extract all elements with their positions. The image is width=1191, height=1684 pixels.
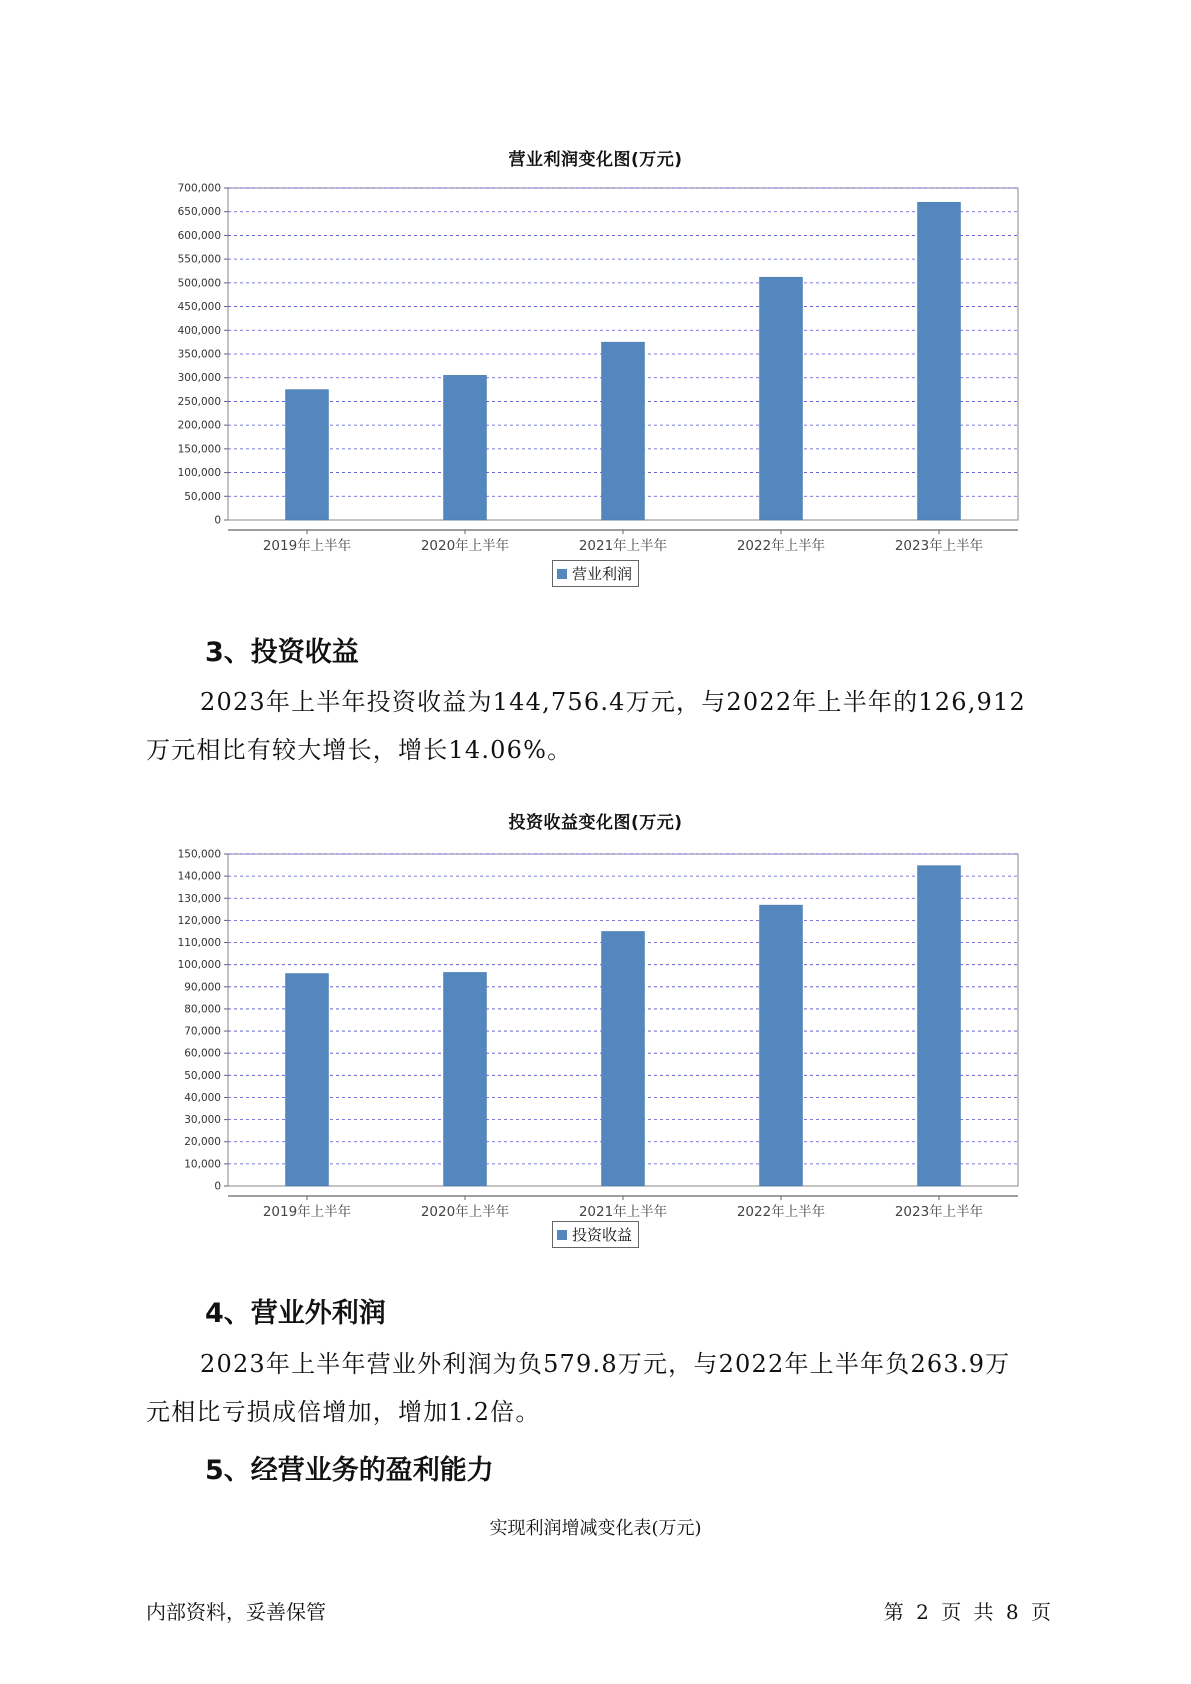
x-tick-label: 2021年上半年: [578, 1204, 668, 1220]
y-tick-label: 110,000: [177, 937, 221, 950]
y-tick-label: 30,000: [184, 1114, 221, 1127]
y-tick-label: 0: [214, 514, 221, 527]
y-tick-label: 550,000: [177, 253, 221, 266]
x-tick-label: 2022年上半年: [736, 538, 826, 554]
section-heading-non-operating-profit: 4、营业外利润: [205, 1298, 386, 1329]
paragraph-non-operating-profit: [146, 1340, 1046, 1436]
y-tick-label: 200,000: [177, 419, 221, 432]
x-tick-label: 2020年上半年: [420, 1204, 510, 1220]
section-heading-investment-income: 3、投资收益: [205, 637, 359, 668]
y-tick-label: 70,000: [184, 1025, 221, 1038]
y-tick-label: 120,000: [177, 914, 221, 927]
footer-page-number: 第 2 页 共 8 页: [883, 1600, 1051, 1624]
legend-label: 投资收益: [572, 1226, 633, 1244]
x-tick-label: 2021年上半年: [578, 538, 668, 554]
y-tick-label: 600,000: [177, 229, 221, 242]
bar: [918, 202, 961, 520]
y-tick-label: 100,000: [177, 467, 221, 480]
legend-label: 营业利润: [572, 565, 633, 583]
y-tick-label: 40,000: [184, 1091, 221, 1104]
footer-confidential-note: 内部资料，妥善保管: [146, 1600, 326, 1624]
bar: [602, 342, 645, 520]
y-tick-label: 130,000: [177, 892, 221, 905]
y-tick-label: 450,000: [177, 301, 221, 314]
chart-title: 投资收益变化图(万元): [508, 813, 683, 833]
y-tick-label: 10,000: [184, 1158, 221, 1171]
legend-swatch: [557, 1230, 567, 1240]
y-tick-label: 60,000: [184, 1047, 221, 1060]
bar: [444, 375, 487, 520]
x-tick-label: 2019年上半年: [262, 538, 352, 554]
bar: [286, 390, 329, 520]
y-tick-label: 300,000: [177, 372, 221, 385]
y-tick-label: 20,000: [184, 1136, 221, 1149]
bar: [286, 974, 329, 1186]
y-tick-label: 400,000: [177, 324, 221, 337]
bar: [602, 931, 645, 1186]
paragraph-line: 2023年上半年投资收益为144,756.4万元，与2022年上半年的126,912: [200, 688, 1026, 716]
bar: [918, 866, 961, 1186]
y-tick-label: 0: [214, 1180, 221, 1193]
y-tick-label: 100,000: [177, 959, 221, 972]
y-tick-label: 350,000: [177, 348, 221, 361]
chart-legend: [552, 1221, 639, 1248]
operating-profit-bar-chart: [0, 170, 1191, 554]
y-tick-label: 50,000: [184, 1069, 221, 1082]
y-tick-label: 80,000: [184, 1003, 221, 1016]
bar: [760, 905, 803, 1186]
y-tick-label: 500,000: [177, 277, 221, 290]
paragraph-line: 万元相比有较大增长，增长14.06%。: [146, 736, 573, 764]
paragraph-line: 元相比亏损成倍增加，增加1.2倍。: [146, 1398, 541, 1426]
paragraph-line: 2023年上半年营业外利润为负579.8万元，与2022年上半年负263.9万: [200, 1350, 1011, 1378]
bar: [444, 972, 487, 1186]
y-tick-label: 700,000: [177, 182, 221, 195]
bar: [760, 277, 803, 520]
y-tick-label: 250,000: [177, 395, 221, 408]
legend-swatch: [557, 569, 567, 579]
x-tick-label: 2023年上半年: [894, 538, 984, 554]
x-tick-label: 2022年上半年: [736, 1204, 826, 1220]
y-tick-label: 150,000: [177, 848, 221, 861]
chart-legend: [552, 560, 639, 587]
x-tick-label: 2020年上半年: [420, 538, 510, 554]
paragraph-investment-income: [146, 678, 1046, 774]
y-tick-label: 50,000: [184, 490, 221, 503]
investment-income-bar-chart: [0, 836, 1191, 1220]
table-caption: 实现利润增减变化表(万元): [489, 1518, 702, 1539]
y-tick-label: 650,000: [177, 206, 221, 219]
y-tick-label: 90,000: [184, 981, 221, 994]
y-tick-label: 140,000: [177, 870, 221, 883]
x-tick-label: 2019年上半年: [262, 1204, 352, 1220]
section-heading-profitability: 5、经营业务的盈利能力: [205, 1455, 494, 1486]
x-tick-label: 2023年上半年: [894, 1204, 984, 1220]
chart-title: 营业利润变化图(万元): [508, 150, 683, 170]
y-tick-label: 150,000: [177, 443, 221, 456]
